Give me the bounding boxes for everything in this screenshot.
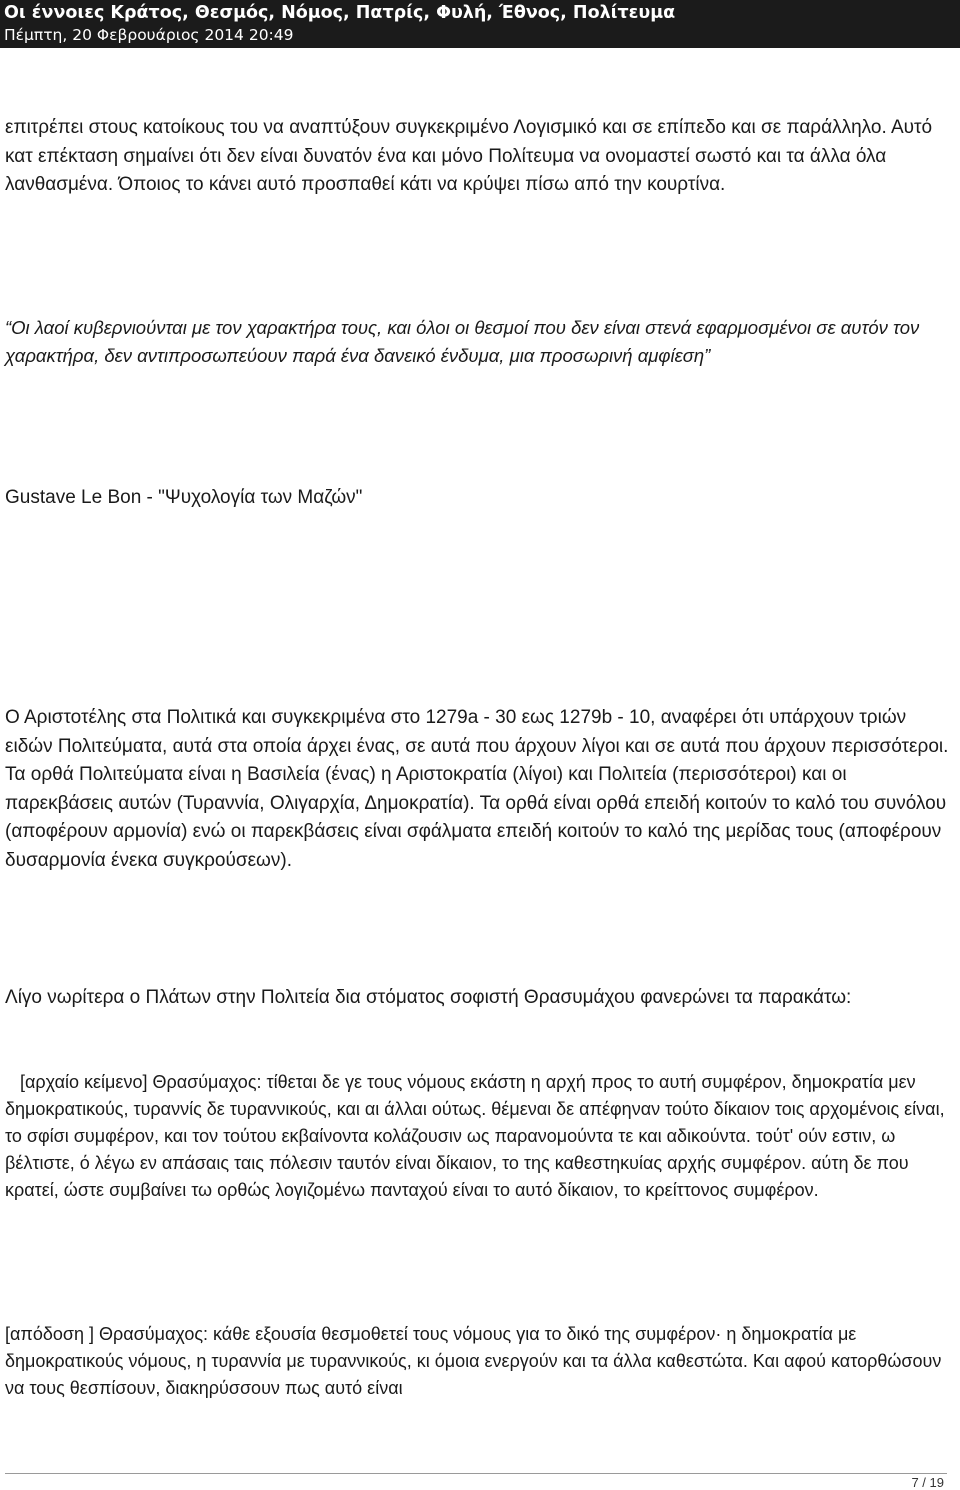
quote-le-bon: “Οι λαοί κυβερνιούνται με τον χαρακτήρα τους, και όλοι οι θεσμοί που δεν είναι στενά εφαρμοσμένοι σε αυτόν τον χαρακτήρα, δεν αντιπροσωπεύουν παρά ένα δανεικό ένδυμα, μια προσωρινή αμφίεση” bbox=[5, 317, 920, 366]
footer-divider bbox=[5, 1473, 947, 1474]
paragraph-aristotle: Ο Αριστοτέλης στα Πολιτικά και συγκεκριμένα στο 1279a - 30 εως 1279b - 10, αναφέρει ότι υπάρχουν τριών ειδών Πολιτεύματα, αυτά στα οποία άρχει ένας, σε αυτά που άρχουν λίγοι και σε αυτά που άρχουν περισσότεροι. Τα ορθά Πολιτεύματα είναι η Βασιλεία (ένας) η Αριστοκρατία (λίγοι) και Πολιτεία (περισσότεροι) και οι παρεκβάσεις αυτών (Τυραννία, Ολιγαρχία, Δημοκρατία). Τα ορθά είναι ορθά επειδή κοιτούν το καλό του συνόλου (αποφέρουν αρμονία) ενώ οι παρεκβάσεις είναι σφάλματα επειδή κοιτούν το καλό της μερίδας τους (αποφέρουν δυσαρμονία ένεκα συγκρούσεων). bbox=[5, 707, 949, 871]
page-header bbox=[0, 0, 960, 48]
page-number: 7 / 19 bbox=[911, 1475, 944, 1490]
document-title: Οι έννοιες Κράτος, Θεσμός, Νόμος, Πατρίς, Φυλή, Έθνος, Πολίτευμα bbox=[4, 3, 676, 23]
paragraph-ancient-text: [αρχαίο κείμενο] Θρασύμαχος: τίθεται δε γε τους νόμους εκάστη η αρχή προς το αυτή συμφέρον, δημοκρατία μεν δημοκρατικούς, τυραννίς δε τυραννικούς, και αι άλλαι ούτως. θέμεναι δε απέφηναν τούτο δίκαιον τοις αρχομένοις είναι, το σφίσι συμφέρον, και τον τούτου εκβαίνοντα κολάζουσιν ως παρανομούντα τε και αδικούντα. τούτ' ούν εστιν, ω βέλτιστε, ό λέγω εν απάσαις ταις πόλεσιν ταυτόν είναι δίκαιον, το της καθεστηκυίας αρχής συμφέρον. αύτη δε που κρατεί, ώστε συμβαίνει τω ορθώς λογιζομένω πανταχού είναι το αυτό δίκαιον, το κρείττονος συμφέρον. bbox=[5, 1072, 945, 1200]
paragraph-intro: επιτρέπει στους κατοίκους του να αναπτύξουν συγκεκριμένο Λογισμικό και σε επίπεδο και σε παράλληλο. Αυτό κατ επέκταση σημαίνει ότι δεν είναι δυνατόν ένα και μόνο Πολίτευμα να ονομαστεί σωστό και τα άλλα όλα λανθασμένα. Όποιος το κάνει αυτό προσπαθεί κάτι να κρύψει πίσω από την κουρτίνα. bbox=[5, 117, 933, 196]
quote-attribution: Gustave Le Bon - "Ψυχολογία των Μαζών" bbox=[5, 487, 363, 508]
document-date: Πέμπτη, 20 Φεβρουάριος 2014 20:49 bbox=[4, 26, 294, 44]
paragraph-plato: Λίγο νωρίτερα ο Πλάτων στην Πολιτεία δια στόματος σοφιστή Θρασυμάχου φανερώνει τα παρακάτω: bbox=[5, 987, 852, 1008]
paragraph-translation: [απόδοση ] Θρασύμαχος: κάθε εξουσία θεσμοθετεί τους νόμους για το δικό της συμφέρον· η δημοκρατία με δημοκρατικούς νόμους, η τυραννία με τυραννικούς, κι όμοια ενεργούν και τα άλλα καθεστώτα. Και αφού κατορθώσουν να τους θεσπίσουν, διακηρύσσουν πως αυτό είναι bbox=[5, 1324, 942, 1398]
